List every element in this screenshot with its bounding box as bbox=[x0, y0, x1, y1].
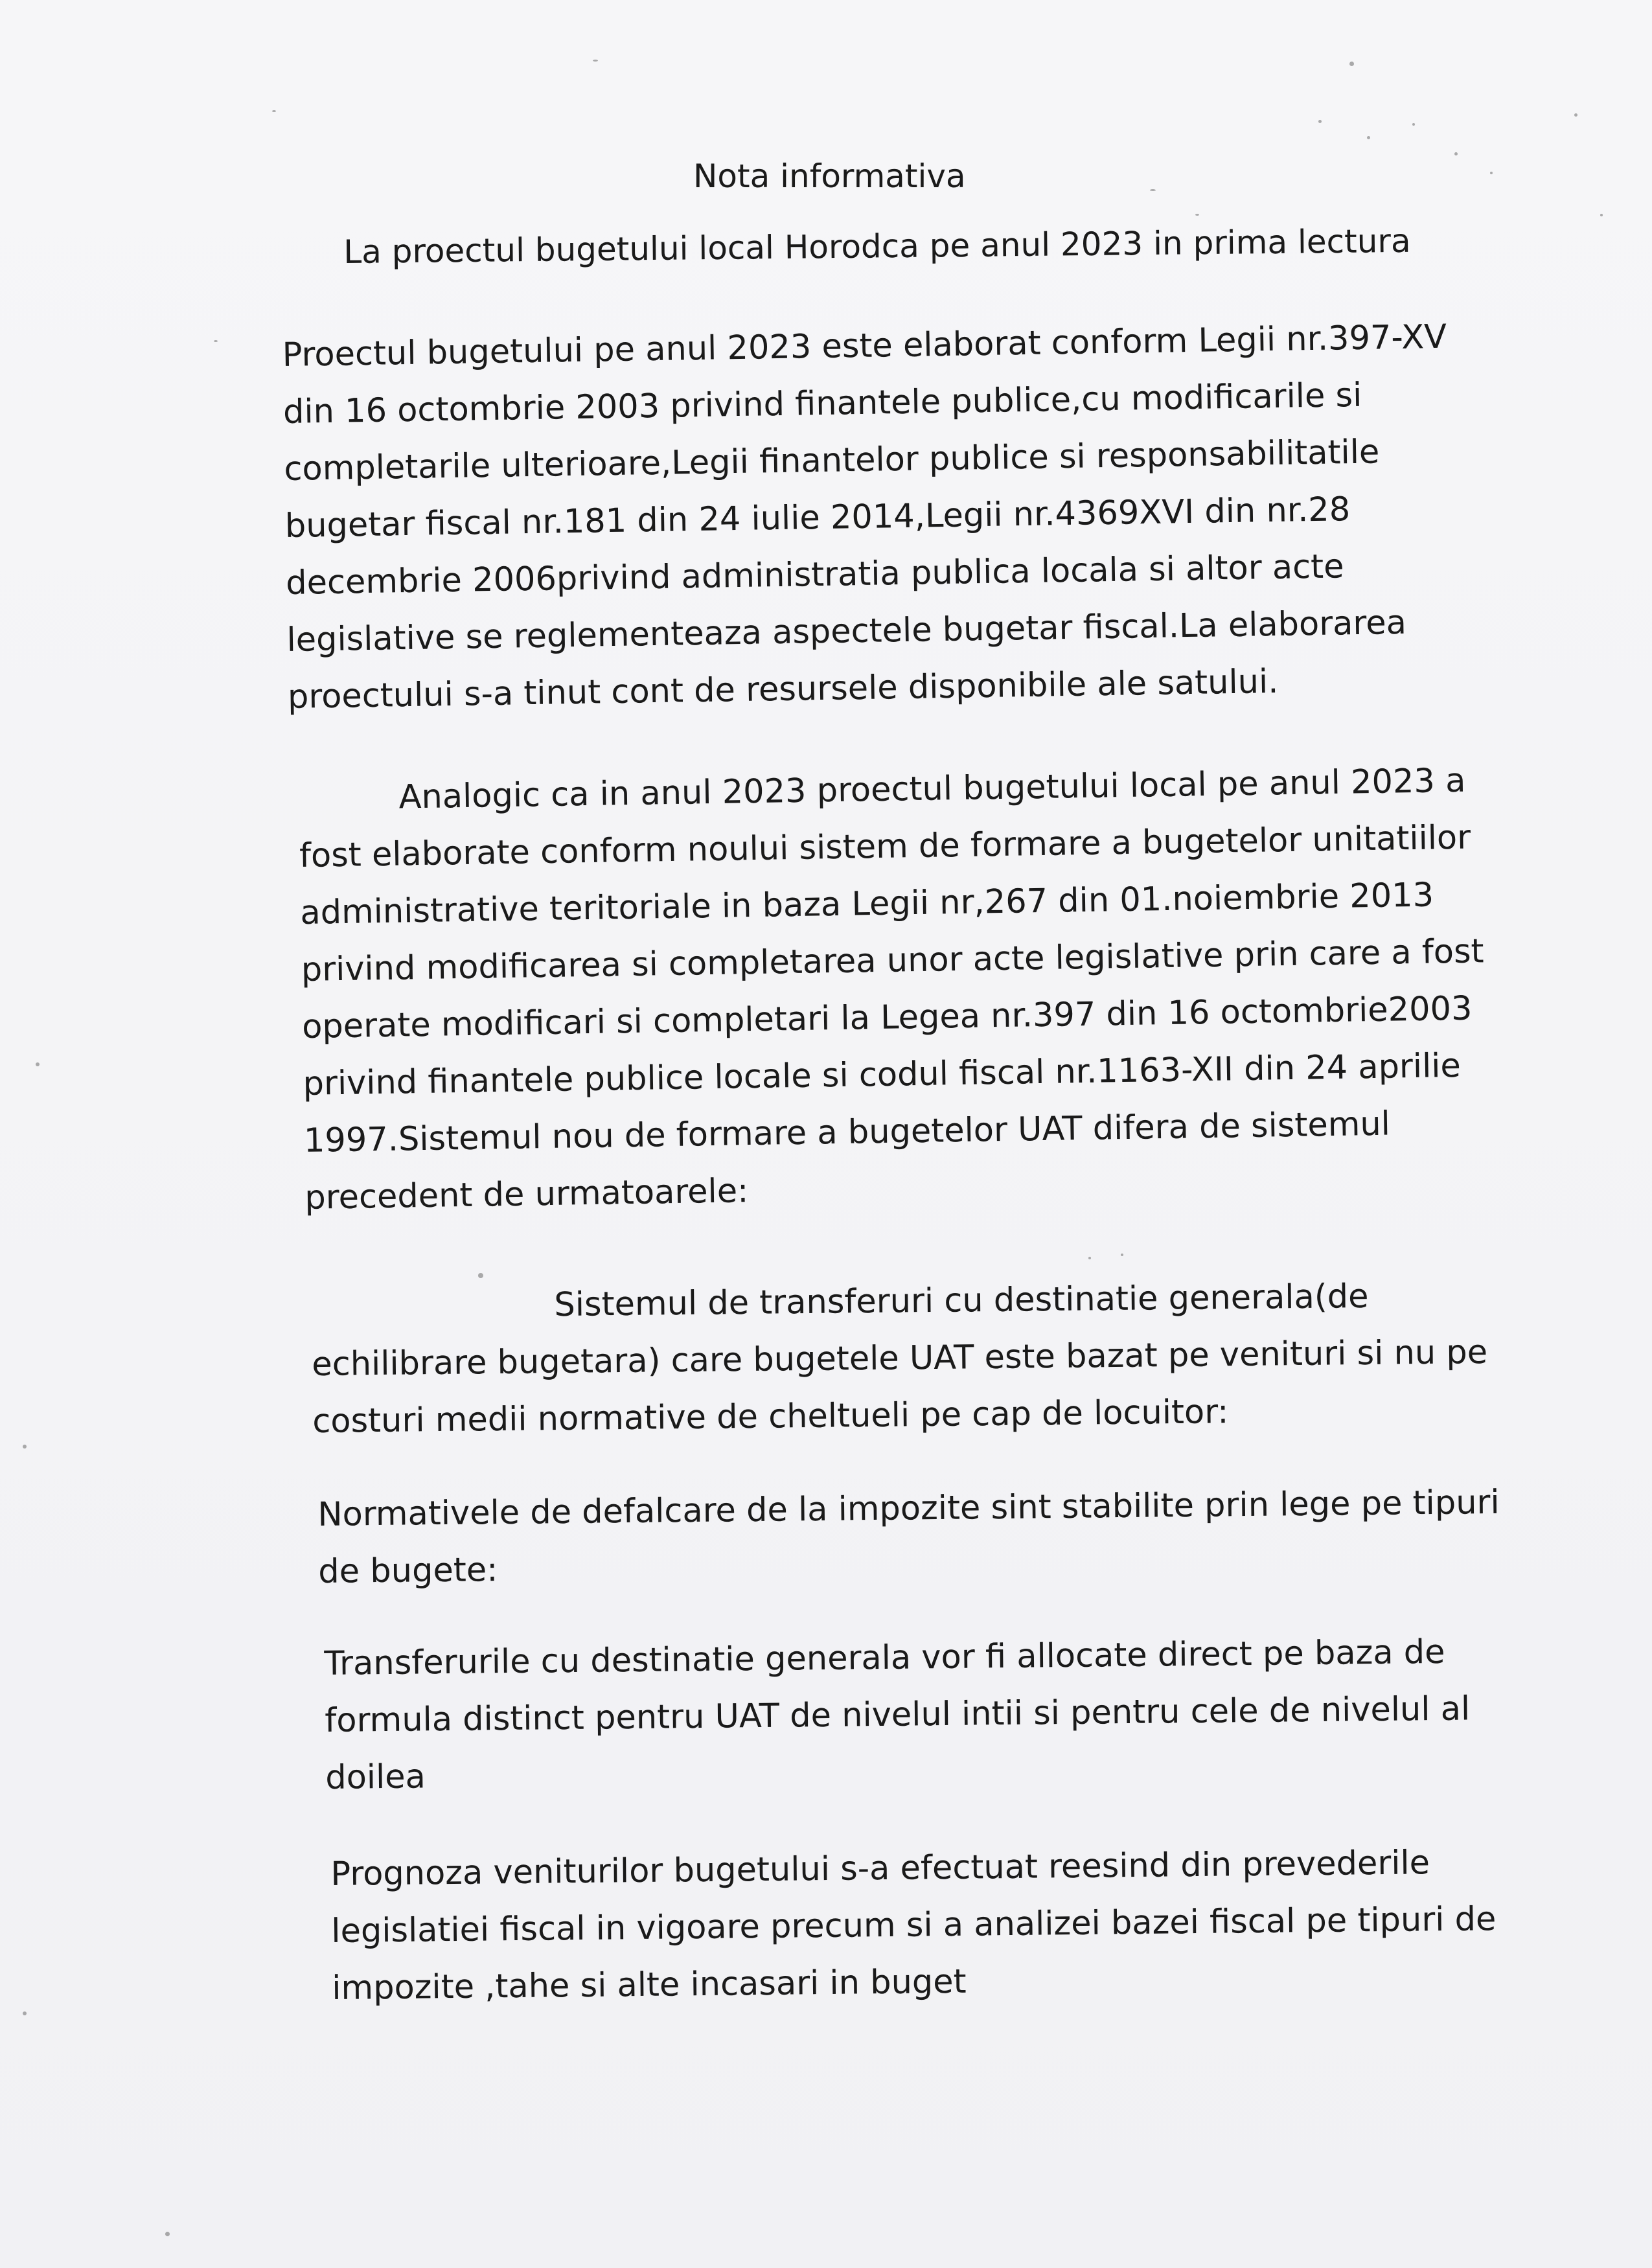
paragraph-line: operate modificari si completari la Legea nr.397 din 16 octombrie2003 bbox=[301, 989, 1473, 1046]
paragraph-line: privind modificarea si completarea unor acte legislative prin care a fost bbox=[301, 932, 1484, 989]
paragraph-legal-basis bbox=[282, 309, 1452, 726]
scan-speck bbox=[1367, 136, 1370, 139]
paragraph-tax-normatives bbox=[317, 1474, 1500, 1601]
scan-speck bbox=[165, 2232, 170, 2236]
scan-speck bbox=[272, 110, 276, 112]
paragraph-line: administrative teritoriale in baza Legii nr,267 din 01.noiembrie 2013 bbox=[299, 876, 1434, 932]
scan-speck bbox=[1454, 152, 1458, 155]
paragraph-line: Prognoza veniturilor bugetului s-a efectuat reesind din prevederile bbox=[330, 1844, 1430, 1894]
scan-speck bbox=[1150, 189, 1156, 191]
paragraph-revenue-forecast bbox=[330, 1834, 1497, 2017]
paragraph-line: impozite ,tahe si alte incasari in buget bbox=[331, 1962, 967, 2008]
scan-speck bbox=[1121, 1254, 1123, 1256]
paragraph-line: echilibrare bugetara) care bugetele UAT este bazat pe venituri si nu pe bbox=[312, 1333, 1488, 1384]
paragraph-line: privind finantele publice locale si codul fiscal nr.1163-XII din 24 aprilie bbox=[303, 1046, 1462, 1103]
document-subtitle: La proectul bugetului local Horodca pe anul 2023 in prima lectura bbox=[343, 222, 1411, 271]
paragraph-new-system bbox=[298, 752, 1488, 1227]
scan-speck bbox=[1412, 123, 1415, 126]
scan-speck bbox=[1349, 62, 1354, 66]
paragraph-line: Normativele de defalcare de la impozite sint stabilite prin lege pe tipuri bbox=[317, 1483, 1500, 1534]
scan-speck bbox=[23, 1445, 27, 1449]
paragraph-line: Transferurile cu destinatie generala vor fi allocate direct pe baza de bbox=[324, 1632, 1445, 1683]
paragraph-line: proectului s-a tinut cont de resursele disponibile ale satului. bbox=[287, 662, 1279, 716]
paragraph-line: precedent de urmatoarele: bbox=[304, 1172, 749, 1217]
scan-speck bbox=[593, 60, 598, 62]
paragraph-line: completarile ulterioare,Legii finantelor publice si responsabilitatile bbox=[283, 433, 1380, 488]
paragraph-transfers-system bbox=[311, 1267, 1489, 1450]
scan-speck bbox=[1600, 214, 1603, 216]
paragraph-line: legislative se reglementeaza aspectele bugetar fiscal.La elaborarea bbox=[286, 603, 1407, 659]
document-title: Nota informativa bbox=[693, 157, 966, 195]
paragraph-line: formula distinct pentru UAT de nivelul intii si pentru cele de nivelul al bbox=[325, 1690, 1471, 1740]
scan-speck bbox=[36, 1062, 40, 1066]
paragraph-transfers-allocation bbox=[324, 1623, 1471, 1806]
paragraph-line: doilea bbox=[325, 1758, 426, 1797]
paragraph-line: decembrie 2006privind administratia publica locala si altor acte bbox=[285, 547, 1345, 602]
paragraph-line: 1997.Sistemul nou de formare a bugetelor UAT difera de sistemul bbox=[303, 1105, 1391, 1160]
paragraph-line: legislatiei fiscal in vigoare precum si a analizei bazei fiscal pe tipuri de bbox=[331, 1900, 1497, 1951]
scan-speck bbox=[1318, 120, 1322, 123]
paragraph-line: din 16 octombrie 2003 privind finantele publice,cu modificarile si bbox=[282, 376, 1362, 431]
paragraph-line: Analogic ca in anul 2023 proectul bugetului local pe anul 2023 a bbox=[398, 761, 1466, 817]
paragraph-line: costuri medii normative de cheltueli pe cap de locuitor: bbox=[312, 1393, 1229, 1441]
paragraph-line: Sistemul de transferuri cu destinatie generala(de bbox=[554, 1277, 1369, 1325]
paragraph-line: fost elaborate conform noului sistem de formare a bugetelor unitatiilor bbox=[299, 818, 1471, 875]
paragraph-line: de bugete: bbox=[318, 1551, 498, 1591]
scan-speck bbox=[23, 2011, 27, 2015]
scan-speck bbox=[1574, 113, 1577, 117]
scan-speck bbox=[1195, 214, 1199, 216]
scan-speck bbox=[214, 340, 218, 342]
scan-speck bbox=[1490, 172, 1493, 174]
paragraph-line: bugetar fiscal nr.181 din 24 iulie 2014,Legii nr.4369XVI din nr.28 bbox=[284, 490, 1351, 545]
paragraph-line: Proectul bugetului pe anul 2023 este elaborat conform Legii nr.397-XV bbox=[282, 317, 1447, 374]
scan-speck bbox=[1088, 1257, 1091, 1259]
